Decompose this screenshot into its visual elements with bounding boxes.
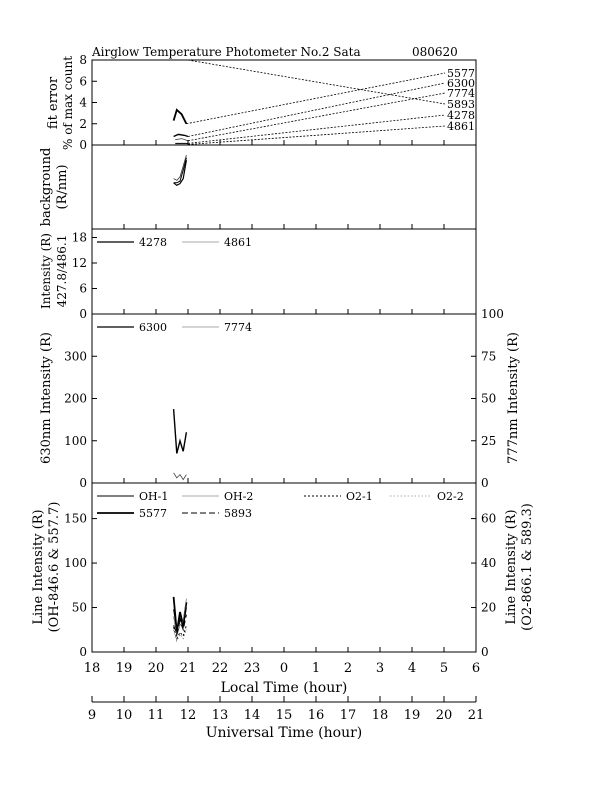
line-intensity-ylabel-2: (OH-846.6 & 557.7): [47, 501, 62, 633]
legend-4278-label: 4278: [139, 236, 167, 249]
ytick-right-label-3-1: 25: [481, 433, 497, 448]
ytick-right-label-4-2: 40: [481, 556, 497, 571]
blue-lines-legend: [97, 236, 252, 249]
ytick-label-4-2: 100: [64, 556, 87, 571]
universal-time-axis: [88, 696, 484, 723]
ytick-label-0-1: 2: [79, 116, 87, 131]
line-intensity-ylabel-1: Line Intensity (R): [31, 509, 46, 625]
series-0-5577: [174, 110, 187, 124]
xtick-local-label-8: 2: [343, 661, 353, 676]
red-lines-ylabel: 630nm Intensity (R): [39, 332, 54, 464]
background-ylabel-1: background: [39, 147, 54, 227]
annotation-label-7774: 7774: [447, 87, 475, 100]
blue-lines-ylabel-1: Intensity (R): [39, 233, 53, 309]
xtick-local-label-5: 23: [243, 661, 261, 676]
ytick-label-3-1: 100: [64, 433, 87, 448]
xtick-local-label-4: 22: [211, 661, 229, 676]
ytick-right-label-3-4: 100: [481, 307, 504, 321]
ytick-right-label-3-2: 50: [481, 391, 497, 406]
figure-date: 080620: [412, 45, 458, 59]
series-0-7774: [175, 139, 188, 141]
blue-lines-ylabel-2: 427.8/486.1: [55, 234, 69, 308]
xtick-ut-label-3: 12: [179, 708, 197, 723]
fit-error-ylabel-2: % of max count: [61, 55, 75, 151]
annotation-label-5893: 5893: [447, 98, 475, 111]
ytick-label-4-1: 50: [71, 600, 87, 615]
local-time-axis-label: Local Time (hour): [220, 680, 348, 696]
xtick-ut-label-10: 19: [403, 708, 421, 723]
legend-7774-label: 7774: [224, 321, 252, 334]
legend-4861-label: 4861: [224, 236, 252, 249]
ytick-right-label-3-3: 75: [481, 349, 497, 364]
ytick-label-0-3: 6: [79, 74, 87, 89]
background-ylabel: [39, 148, 70, 227]
series-lines: [174, 60, 188, 641]
local-time-axis: [84, 140, 480, 676]
legend-5893-label: 5893: [224, 507, 252, 520]
universal-time-axis-label: Universal Time (hour): [205, 725, 363, 741]
ytick-label-2-3: 18: [71, 230, 87, 245]
fit-error-ylabel-1: fit error: [46, 76, 61, 130]
xtick-local-label-7: 1: [311, 661, 321, 676]
ytick-label-3-0: 0: [79, 476, 87, 490]
series-0-6300: [174, 134, 188, 136]
ytick-right-label-3-0: 0: [481, 476, 489, 490]
annotation-leader-7774: [188, 93, 445, 141]
annotation-leader-4278: [188, 115, 445, 143]
xtick-ut-label-8: 17: [339, 708, 357, 723]
xtick-local-label-3: 21: [179, 661, 197, 676]
legend-oh2-label: OH-2: [224, 490, 254, 503]
line-intensity-ylabel: [31, 502, 62, 633]
ytick-label-4-0: 0: [79, 645, 87, 659]
xtick-local-label-10: 4: [407, 661, 417, 676]
background-ylabel-2: (R/nm): [55, 164, 70, 210]
xtick-local-label-9: 3: [375, 661, 385, 676]
line-intensity-ylabel-right: [504, 503, 535, 631]
annotation-leader-5577: [186, 73, 445, 124]
xtick-local-label-0: 18: [83, 661, 101, 676]
series-3-6300: [174, 409, 187, 453]
xtick-local-label-1: 19: [115, 661, 133, 676]
blue-lines-ylabel: [39, 233, 69, 309]
annotation-label-4861: 4861: [447, 120, 475, 133]
legend-o22-label: O2-2: [437, 490, 464, 503]
xtick-local-label-12: 6: [471, 661, 481, 676]
series-3-7774: [174, 473, 187, 480]
xtick-ut-label-1: 10: [115, 708, 133, 723]
xtick-ut-label-11: 20: [435, 708, 453, 723]
xtick-ut-label-0: 9: [87, 708, 97, 723]
figure-title: Airglow Temperature Photometer No.2 Sata: [92, 45, 361, 59]
plot-frame: [92, 60, 476, 652]
legend-6300-label: 6300: [139, 321, 167, 334]
xtick-local-label-11: 5: [439, 661, 449, 676]
ytick-label-4-3: 150: [64, 511, 87, 526]
line-intensity-ylabel-right-2: (O2-866.1 & 589.3): [520, 503, 535, 631]
line-intensity-legend: [97, 490, 464, 520]
legend-o21-label: O2-1: [346, 490, 373, 503]
annotation-label-6300: 6300: [447, 77, 475, 90]
annotation-leader-5893: [188, 60, 445, 104]
ytick-label-3-3: 300: [64, 349, 87, 364]
legend-oh1-label: OH-1: [139, 490, 169, 503]
ytick-label-0-4: 8: [79, 53, 87, 67]
fit-error-annotations: [186, 60, 475, 144]
xtick-ut-label-6: 15: [275, 708, 293, 723]
xtick-ut-label-5: 14: [243, 708, 261, 723]
xtick-ut-label-2: 11: [147, 708, 165, 723]
ytick-label-0-0: 0: [79, 138, 87, 152]
xtick-ut-label-9: 18: [371, 708, 389, 723]
xtick-ut-label-12: 21: [467, 708, 485, 723]
ytick-label-2-2: 12: [71, 256, 87, 270]
xtick-local-label-2: 20: [147, 661, 165, 676]
xtick-ut-label-7: 16: [307, 708, 325, 723]
red-lines-legend: [97, 321, 252, 334]
legend-5577-label: 5577: [139, 507, 167, 520]
annotation-label-5577: 5577: [447, 67, 475, 80]
ytick-label-0-2: 4: [79, 95, 87, 110]
line-intensity-ylabel-right-1: Line Intensity (R): [504, 509, 519, 625]
red-lines-ylabel-right: 777nm Intensity (R): [506, 332, 521, 464]
annotation-label-4278: 4278: [447, 109, 475, 122]
ytick-right-label-4-1: 20: [481, 600, 497, 615]
ytick-right-label-4-0: 0: [481, 645, 489, 659]
xtick-ut-label-4: 13: [211, 708, 229, 723]
ytick-label-2-1: 6: [79, 281, 87, 296]
ytick-label-2-0: 0: [79, 307, 87, 321]
ytick-label-3-2: 200: [64, 391, 87, 406]
fit-error-ylabel: [46, 56, 75, 150]
ytick-right-label-4-3: 60: [481, 511, 497, 526]
annotation-leader-6300: [188, 83, 445, 137]
xtick-local-label-6: 0: [279, 661, 289, 676]
